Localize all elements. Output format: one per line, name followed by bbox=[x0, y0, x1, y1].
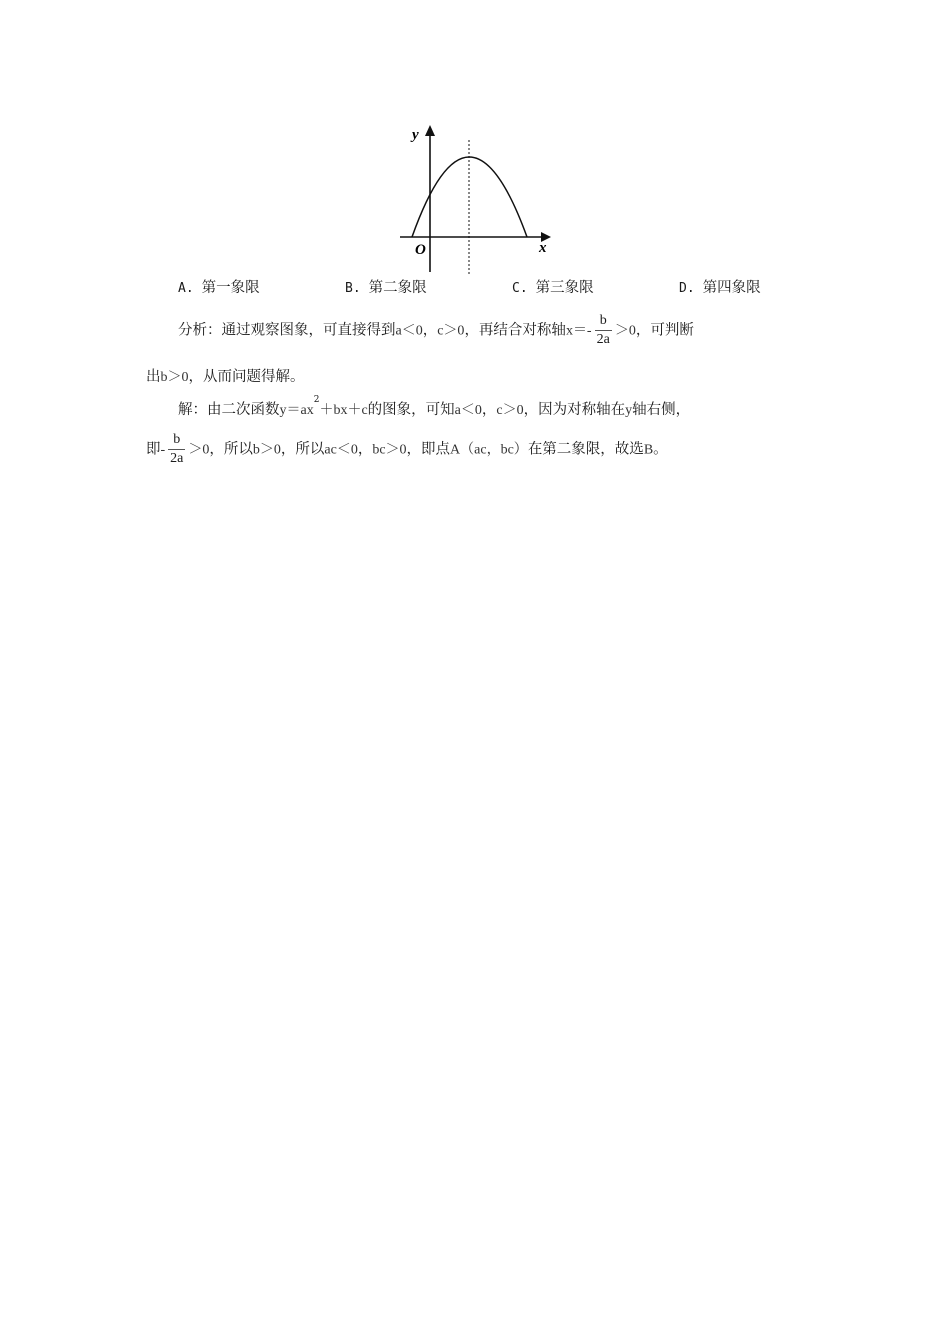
analysis-line-1: 分析：通过观察图象，可直接得到a＜0，c＞0，再结合对称轴x＝- $\frac{b}{2a}$ ＞0，可判断 bbox=[178, 313, 694, 347]
x-axis-label: x bbox=[539, 240, 547, 256]
option-a: A. 第一象限 bbox=[178, 280, 260, 296]
origin-label: O bbox=[415, 242, 426, 258]
fraction: $\frac{b}{2a}$ bbox=[596, 313, 610, 347]
y-axis-label: y bbox=[412, 127, 419, 143]
option-c: C. 第三象限 bbox=[512, 280, 594, 296]
solution-line-2: 即- $\frac{b}{2a}$ ＞0，所以b＞0，所以ac＜0，bc＞0，即点A（ac，bc）在第二象限，故选B。 bbox=[146, 432, 668, 466]
fraction: $\frac{b}{2a}$ bbox=[170, 432, 184, 466]
y-axis-arrow bbox=[425, 125, 435, 136]
solution-line-1: 解：由二次函数$y=ax^2+bx+c$的图象，可知a＜0，c＞0，因为对称轴在y轴右侧， bbox=[178, 395, 691, 418]
option-b: B. 第二象限 bbox=[345, 280, 427, 296]
analysis-line-2: 出b＞0，从而问题得解。 bbox=[146, 369, 305, 385]
answer-options bbox=[178, 276, 818, 298]
parabola-figure bbox=[395, 120, 560, 280]
option-d: D. 第四象限 bbox=[679, 280, 761, 296]
